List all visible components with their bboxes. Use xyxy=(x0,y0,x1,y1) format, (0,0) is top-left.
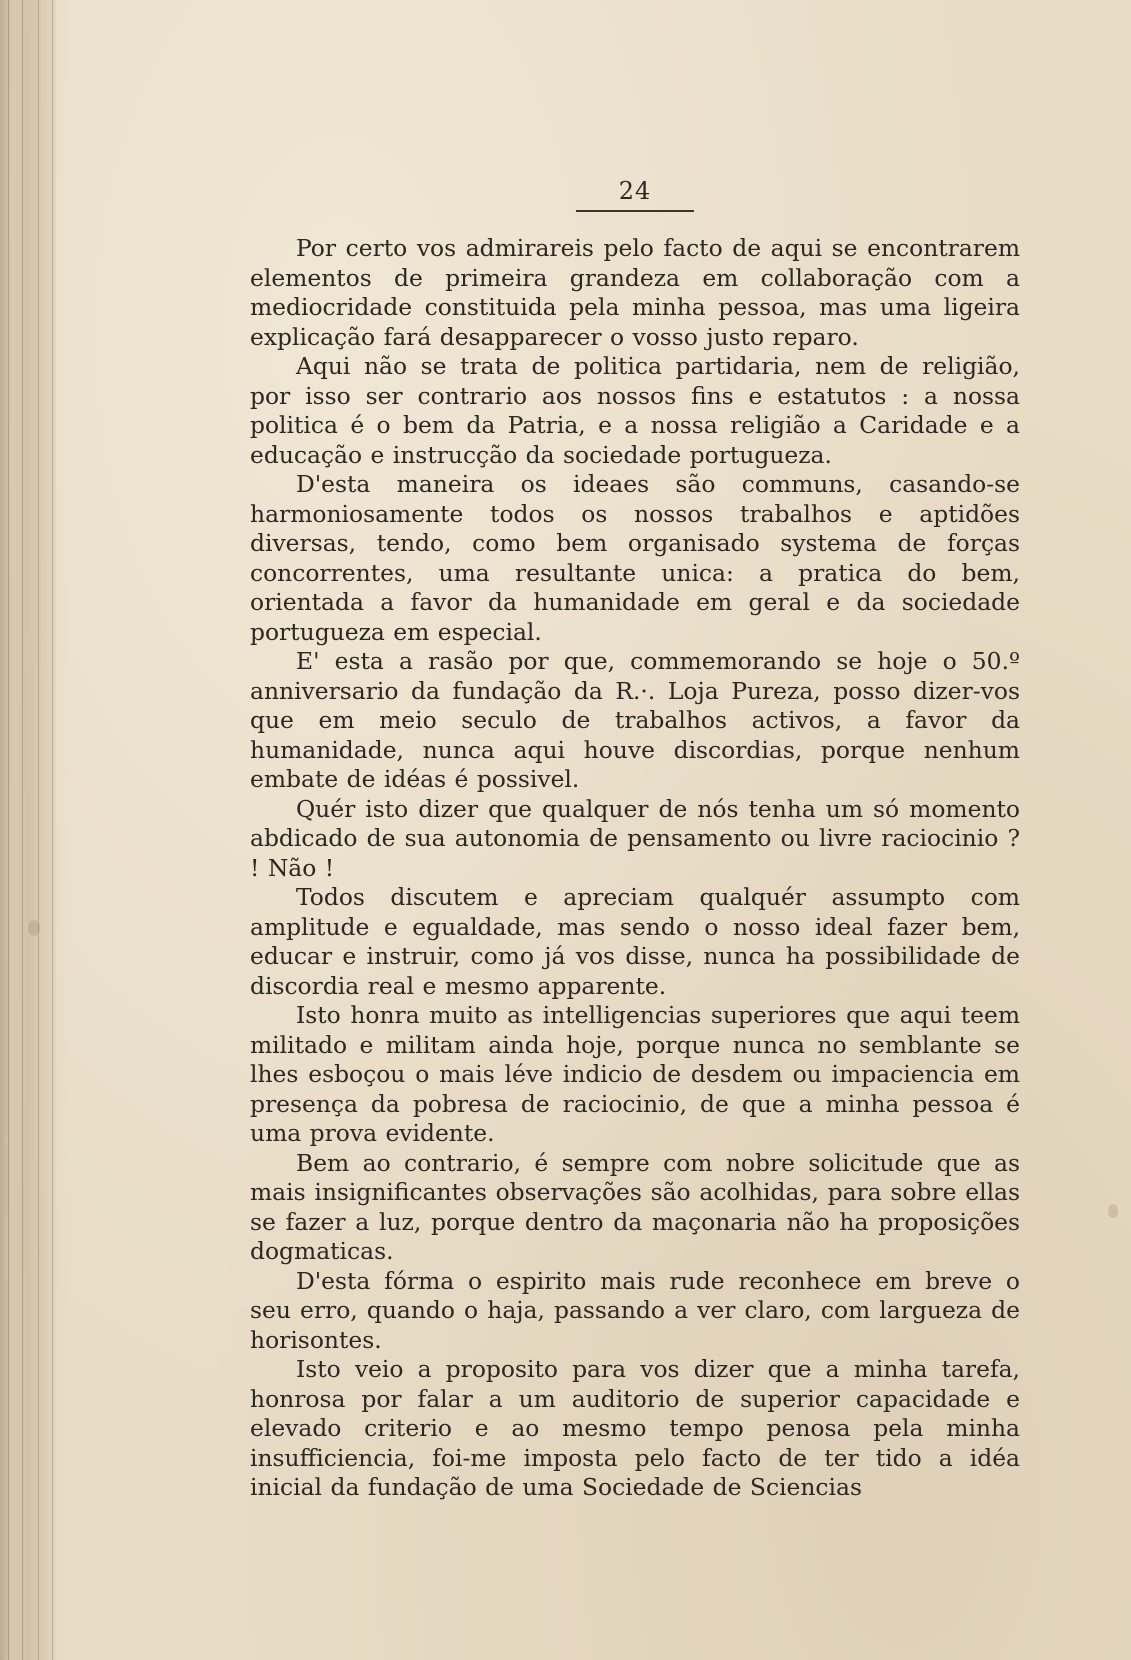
paper-stain xyxy=(1108,1204,1118,1218)
binding-fold-line xyxy=(8,0,9,1660)
paragraph: E' esta a rasão por que, commemorando se hoje o 50.º anniversario da fundação da R.·. Loja Pureza, posso dizer-vos que em meio seculo de trabalhos activos, a favor da humanidade, nunca aqui houve discordias, porque nenhum embate de idéas é possivel. xyxy=(250,647,1020,793)
page-body-text xyxy=(250,234,1020,1503)
binding-fold-line xyxy=(38,0,39,1660)
binding-fold-line xyxy=(22,0,23,1660)
page-number: 24 xyxy=(618,177,652,205)
paragraph: Aqui não se trata de politica partidaria, nem de religião, por isso ser contrario aos nossos fins e estatutos : a nossa politica é o bem da Patria, e a nossa religião a Caridade e a educação e instrucção da sociedade portugueza. xyxy=(250,352,1020,469)
paragraph: D'esta fórma o espirito mais rude reconhece em breve o seu erro, quando o haja, passando a ver claro, com largueza de horisontes. xyxy=(250,1266,1020,1354)
paragraph: Todos discutem e apreciam qualquér assumpto com amplitude e egualdade, mas sendo o nosso ideal fazer bem, educar e instruir, como já vos disse, nunca ha possibilidade de discordia real e mesmo apparente. xyxy=(250,883,1020,1000)
page-number-rule xyxy=(576,210,694,212)
book-binding-edge xyxy=(0,0,56,1660)
paragraph: D'esta maneira os ideaes são communs, casando-se harmoniosamente todos os nossos trabalhos e aptidões diversas, tendo, como bem organisado systema de forças concorrentes, uma resultante unica: a pratica do bem, orientada a favor da humanidade em geral e da sociedade portugueza em especial. xyxy=(250,470,1020,646)
book-page xyxy=(250,176,1020,1503)
paragraph: Por certo vos admirareis pelo facto de aqui se encontrarem elementos de primeira grandeza em collaboração com a mediocridade constituida pela minha pessoa, mas uma ligeira explicação fará desapparecer o vosso justo reparo. xyxy=(250,234,1020,351)
paragraph: Quér isto dizer que qualquer de nós tenha um só momento abdicado de sua autonomia de pensamento ou livre raciocinio ? ! Não ! xyxy=(250,794,1020,882)
paragraph: Isto honra muito as intelligencias superiores que aqui teem militado e militam ainda hoje, porque nunca no semblante se lhes esboçou o mais léve indicio de desdem ou impaciencia em presença da pobresa de raciocinio, de que a minha pessoa é uma prova evidente. xyxy=(250,1001,1020,1147)
binding-fold-line xyxy=(52,0,53,1660)
paper-stain xyxy=(28,920,40,936)
paragraph: Bem ao contrario, é sempre com nobre solicitude que as mais insignificantes observações são acolhidas, para sobre ellas se fazer a luz, porque dentro da maçonaria não ha proposições dogmaticas. xyxy=(250,1148,1020,1265)
paragraph: Isto veio a proposito para vos dizer que a minha tarefa, honrosa por falar a um auditorio de superior capacidade e elevado criterio e ao mesmo tempo penosa pela minha insufficiencia, foi-me imposta pelo facto de ter tido a idéa inicial da fundação de uma Sociedade de Sciencias xyxy=(250,1355,1020,1501)
